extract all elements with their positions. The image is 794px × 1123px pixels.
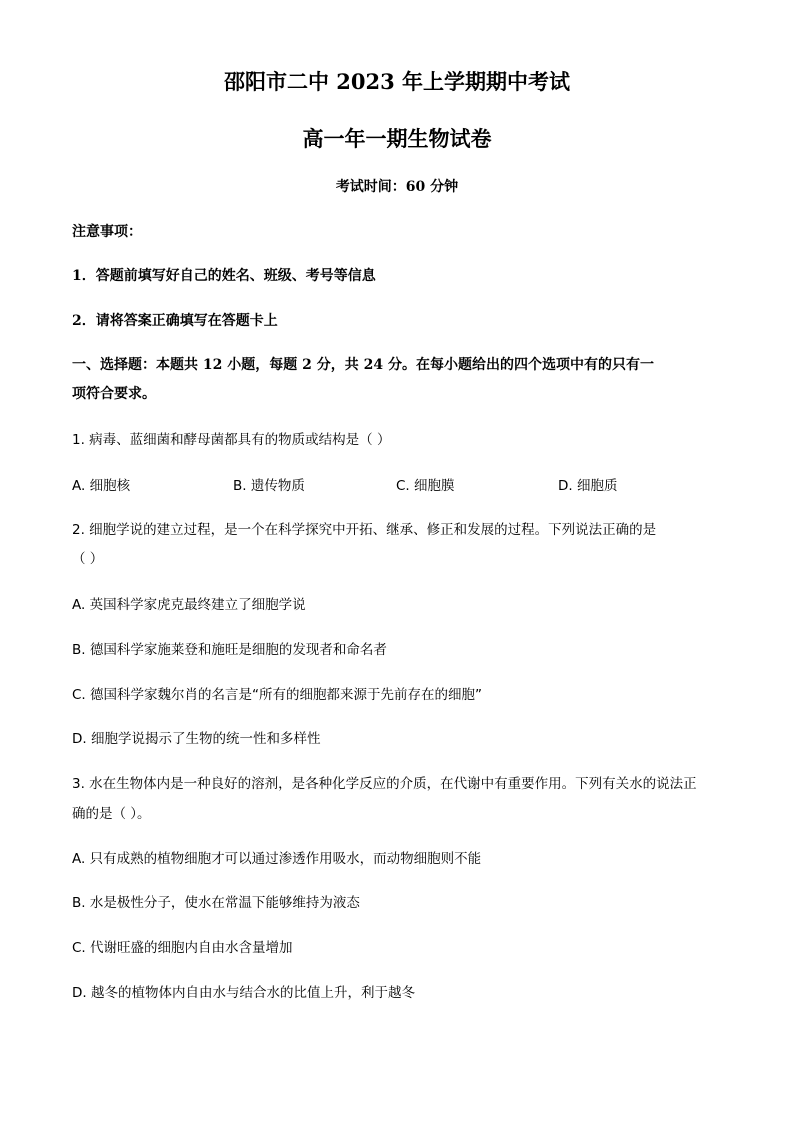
- question-3-option-d: D. 越冬的植物体内自由水与结合水的比值上升，利于越冬: [72, 985, 415, 1001]
- question-2-option-b: B. 德国科学家施莱登和施旺是细胞的发现者和命名者: [72, 642, 387, 658]
- note-item-2: 2．请将答案正确填写在答题卡上: [72, 313, 278, 329]
- question-1-option-b: B. 遗传物质: [233, 478, 305, 494]
- question-1-option-d: D. 细胞质: [558, 478, 618, 494]
- exam-title: 邵阳市二中 2023 年上学期期中考试: [223, 69, 571, 94]
- question-1-stem: 1. 病毒、蓝细菌和酵母菌都具有的物质或结构是（ ）: [72, 432, 391, 448]
- question-1-option-a: A. 细胞核: [72, 478, 131, 494]
- question-2-option-d: D. 细胞学说揭示了生物的统一性和多样性: [72, 731, 321, 747]
- question-1-options: [72, 476, 722, 496]
- question-2-option-a: A. 英国科学家虎克最终建立了细胞学说: [72, 597, 306, 613]
- notes-heading: 注意事项：: [72, 224, 142, 240]
- section-heading-line1: 一、选择题：本题共 12 小题，每题 2 分，共 24 分。在每小题给出的四个选项中有的只有一: [72, 357, 654, 373]
- question-3-stem-line1: 3. 水在生物体内是一种良好的溶剂，是各种化学反应的介质，在代谢中有重要作用。下列有关水的说法正: [72, 776, 697, 792]
- section-heading-line2: 项符合要求。: [72, 386, 156, 402]
- question-2-stem-line1: 2. 细胞学说的建立过程，是一个在科学探究中开拓、继承、修正和发展的过程。下列说法正确的是: [72, 522, 657, 538]
- note-item-1: 1．答题前填写好自己的姓名、班级、考号等信息: [72, 268, 376, 284]
- exam-subtitle: 高一年一期生物试卷: [302, 126, 492, 151]
- question-3-option-c: C. 代谢旺盛的细胞内自由水含量增加: [72, 940, 293, 956]
- exam-time: 考试时间：60 分钟: [335, 179, 459, 195]
- question-3-option-a: A. 只有成熟的植物细胞才可以通过渗透作用吸水，而动物细胞则不能: [72, 851, 482, 867]
- question-2-stem-line2: （ ）: [72, 551, 104, 567]
- question-3-stem-line2: 确的是（ ）。: [72, 806, 151, 822]
- question-3-option-b: B. 水是极性分子，使水在常温下能够维持为液态: [72, 895, 360, 911]
- question-1-option-c: C. 细胞膜: [396, 478, 455, 494]
- question-2-option-c: C. 德国科学家魏尔肖的名言是“所有的细胞都来源于先前存在的细胞”: [72, 687, 482, 703]
